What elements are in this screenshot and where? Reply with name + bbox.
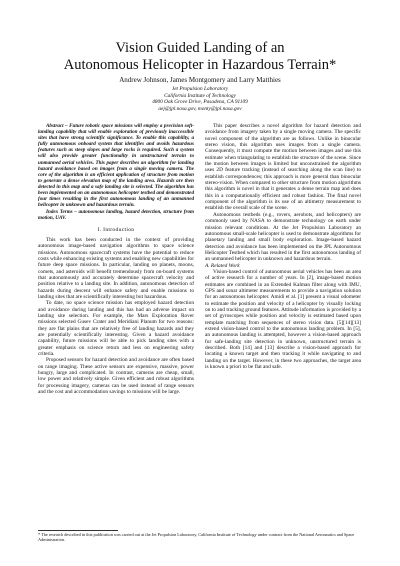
section-heading-introduction: I. Introduction <box>97 226 135 233</box>
author-list: Andrew Johnson, James Montgomery and Larry Matthies <box>119 76 281 84</box>
paper-title <box>40 40 360 74</box>
related-work-paragraph: Vision-based control of autonomous aerial vehicles has been an area of active research for a number of years. In [2], image-based motion estimates are combined in an Extended Kalman filter along with IMU, GPS and sonar altimeter measurements to provide a navigation solution for an autonomous helicopter. Amidi et al. [1] present a visual odometer to estimate the position and velocity of a helicopter by visually locking on to and tracking ground features. Attitude information is provided by a set of gyroscopes while position and velocity is estimated based upon template matching from sequences of stereo vision data. [5][14][13] extend vision-based control to the autonomous landing problem. In [5], an autonomous landing is attempted, however a vision-based approach for safe-landing site detection in unknown, unstructured terrain is described. Both [14] and [13] describe a vision-based approach for locating a known target and then tracking it while navigating to and landing on the target. However, in these two approaches, the target area is known a priori to be flat and safe. <box>205 268 361 371</box>
affiliation-address: 4800 Oak Grove Drive, Pasadena, CA 91109 <box>152 99 248 105</box>
left-column <box>38 123 194 395</box>
title-line-1: Vision Guided Landing of an <box>115 40 285 56</box>
body-paragraph-2: Autonomous testbeds (e.g., rovers, aerobots, and helicopters) are commonly used by NASA to demonstrate technology on earth under mission relevant conditions. At the Jet Propulsion Laboratory an autonomous small-scale helicopter is used to demonstrate algorithms for planetary landing and small body exploration. Image-based hazard detection and avoidance has been implemented on the JPL Autonomous Helicopter Testbed which has resulted in the first autonomous landing of an unmanned helicopter in unknown and hazardous terrain. <box>205 211 361 263</box>
subsection-heading-related-work: A. Related Work <box>205 262 240 269</box>
body-paragraph-1: This paper describes a novel algorithm for hazard detection and avoidance from imagery taken by a single moving camera. The specific novel component of the algorithm are as follows. Unlike in binocular stereo vision, this algorithm uses images from a single camera. Consequently, it must compute the motion between images and use this estimate when triangulating to establish the structure of the scene. Since the motion between images is limited but unconstrained the algorithm uses 2D feature tracking (instead of searching along the scan line) to establish correspondences; this approach is more general than binocular stereo-vision. When compared to other structure from motion algorithms this algorithm is novel in that it generates a dense terrain map and does this in a computationally efficient and robust fashion. The final novel component of the algorithm is its use of an altimetry measurement to establish the overall scale of the scene. <box>205 123 361 212</box>
affiliation-institution: California Institute of Technology <box>164 92 236 99</box>
title-line-2: Autonomous Helicopter in Hazardous Terrain* <box>63 57 337 73</box>
footnote-divider <box>38 530 118 531</box>
right-column <box>205 123 361 370</box>
intro-paragraph-1: This work has been conducted in the context of providing autonomous image-based navigation algorithms to space science missions. Autonomous spacecraft systems have the potential to reduce costs while enhancing existing systems and enabling new capabilities for future deep space missions. In particular, landing on planets, moons, comets, and asteroids will benefit tremendously from on-board systems that autonomously and accurately determine spacecraft velocity and position relative to a landing site. In addition, autonomous detection of hazards during descent will enhance safety and enable missions to landing sites that are scientifically interesting but hazardous. <box>38 236 194 300</box>
intro-paragraph-3: Proposed sensors for hazard detection and avoidance are often based on range imaging. These active sensors are expensive, massive, power hungry, large and complicated. In contrast, cameras are cheap, small, low power and relatively simple. Given efficient and robust algorithms for processing imagery, cameras can be used instead of range sensors and the cost and accommodation savings to missions will be large. <box>38 357 194 396</box>
abstract-label: Abstract <box>46 123 64 129</box>
affiliation-email: aej@jpl.nasa.gov, monty@jpl.nasa.gov <box>158 105 242 112</box>
affiliation-block <box>40 86 360 112</box>
abstract-text: – Future robotic space missions will employ a precision soft-landing capability that will enable exploration of previously inaccessible sites that have strong scientific significance. To enable this capability, a fully autonomous onboard system that identifies and avoids hazardous features such as steep slopes and large rocks is required. Such a system will also provide greater functionality in unstructured terrain to unmanned aerial vehicles. This paper describes an algorithm for landing hazard avoidance based on images from a single moving camera. The core of the algorithm is an efficient application of structure from motion to generate a dense elevation map of the landing area. Hazards are then detected in this map and a safe landing site is selected. The algorithm has been implemented on an autonomous helicopter testbed and demonstrated four times resulting in the first autonomous landing of an unmanned helicopter in unknown and hazardous terrain. <box>38 123 194 209</box>
index-terms <box>38 209 194 221</box>
index-terms-text: – autonomous landing, hazard detection, structure from motion, UAV. <box>38 209 194 222</box>
footnote: * The research described in this publication was carried out at the Jet Propulsion Laboratory, California Institute of Technology under contract from the National Aeronautics and Space Administration. <box>38 532 355 543</box>
affiliation-lab: Jet Propulsion Laboratory <box>171 86 229 92</box>
abstract <box>38 123 194 208</box>
index-terms-label: Index Terms <box>46 209 73 216</box>
intro-paragraph-2: To date, no space science mission has employed hazard detection and avoidance during landing and this has had an adverse impact on landing site selection. For example, the Mars Exploration Rover missions selected Gusev Crater and Meridiani Planum for two reasons: they are flat plains that are relatively free of landing hazards and they are potentially scientifically interesting. Given a hazard avoidance capability, future missions will be able to pick landing sites with a greater emphasis on science return and less on engineering safety criteria. <box>38 300 194 358</box>
